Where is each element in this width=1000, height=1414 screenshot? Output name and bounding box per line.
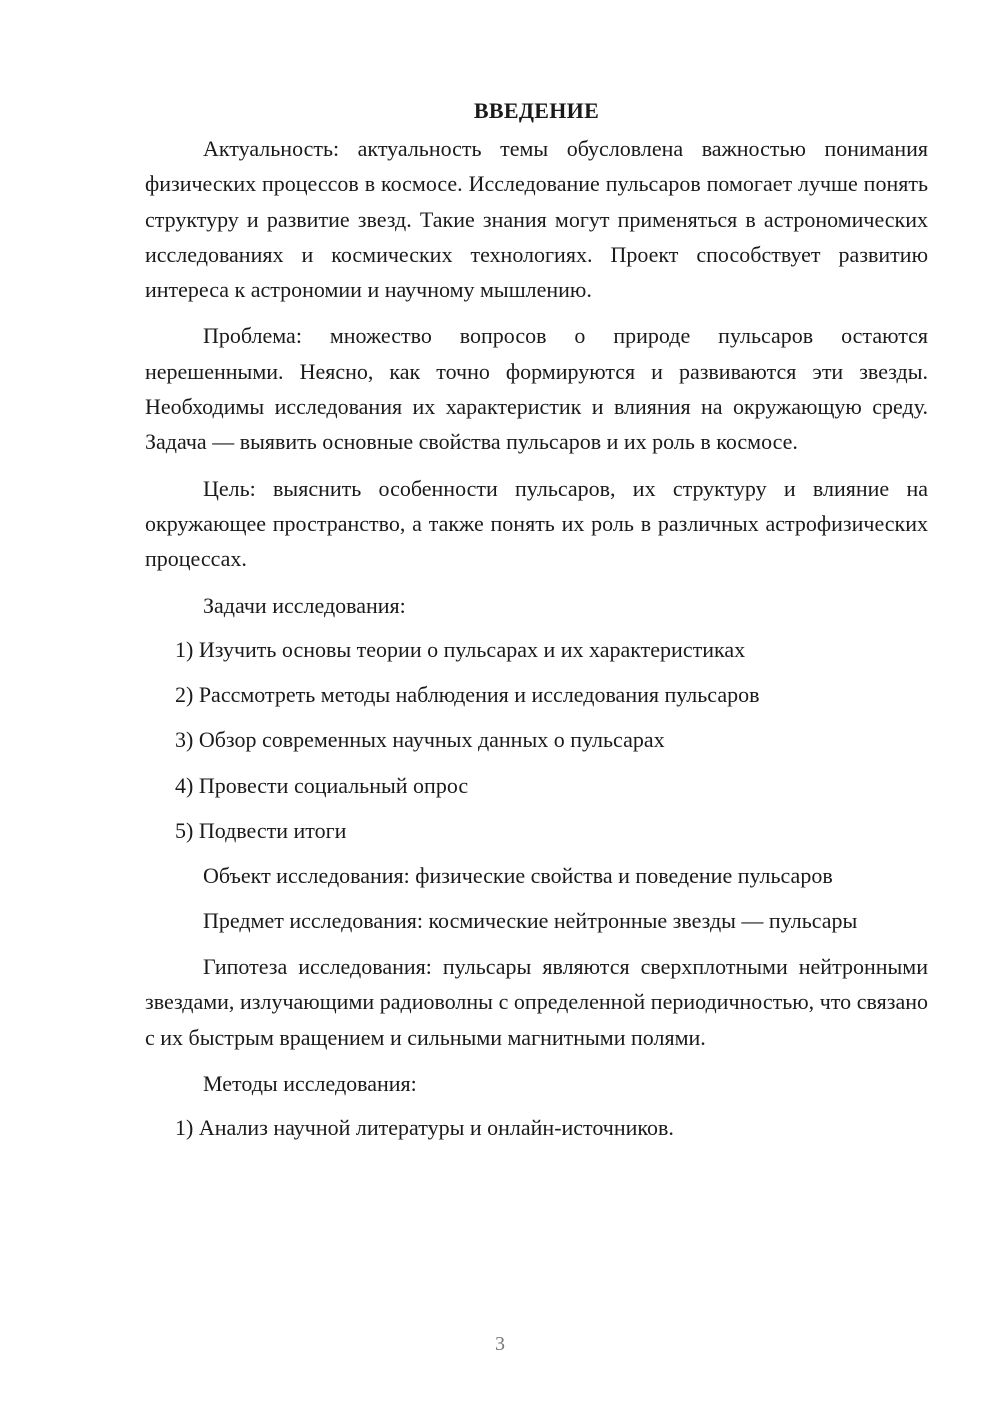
list-item: 3) Обзор современных научных данных о пульсарах	[175, 727, 665, 753]
tasks-heading: Задачи исследования:	[203, 592, 406, 618]
page-number: 3	[495, 1333, 505, 1355]
section-title: ВВЕДЕНИЕ	[473, 98, 600, 123]
subject-paragraph: Предмет исследования: космические нейтронные звезды — пульсары	[203, 907, 858, 933]
document-page	[145, 95, 928, 1155]
problem-paragraph: Проблема: множество вопросов о природе пульсаров остаются нерешенными. Неясно, как точно формируются и развиваются эти звезды. Необходимы исследования их характеристик и влияния на окружающую среду. Задача — выявить основные свойства пульсаров и их роль в космосе.	[145, 323, 928, 455]
list-item: 1) Изучить основы теории о пульсарах и их характеристиках	[175, 636, 746, 662]
list-item: 5) Подвести итоги	[175, 818, 347, 844]
tasks-list	[145, 632, 928, 848]
methods-list	[145, 1110, 928, 1145]
list-item: 2) Рассмотреть методы наблюдения и исследования пульсаров	[175, 682, 760, 708]
list-item: 1) Анализ научной литературы и онлайн-источников.	[175, 1115, 674, 1141]
methods-heading: Методы исследования:	[203, 1070, 417, 1096]
goal-paragraph: Цель: выяснить особенности пульсаров, их структуру и влияние на окружающее пространство, а также понять их роль в различных астрофизических процессах.	[145, 475, 928, 572]
list-item: 4) Провести социальный опрос	[175, 772, 469, 798]
relevance-paragraph: Актуальность: актуальность темы обусловлена важностью понимания физических процессов в космосе. Исследование пульсаров помогает лучше понять структуру и развитие звезд. Такие знания могут применяться в астрономических исследованиях и космических технологиях. Проект способствует развитию интереса к астрономии и научному мышлению.	[145, 136, 928, 303]
object-paragraph: Объект исследования: физические свойства и поведение пульсаров	[203, 863, 833, 889]
hypothesis-paragraph: Гипотеза исследования: пульсары являются сверхплотными нейтронными звездами, излучающими радиоволны с определенной периодичностью, что связано с их быстрым вращением и сильными магнитными полями.	[145, 953, 928, 1050]
